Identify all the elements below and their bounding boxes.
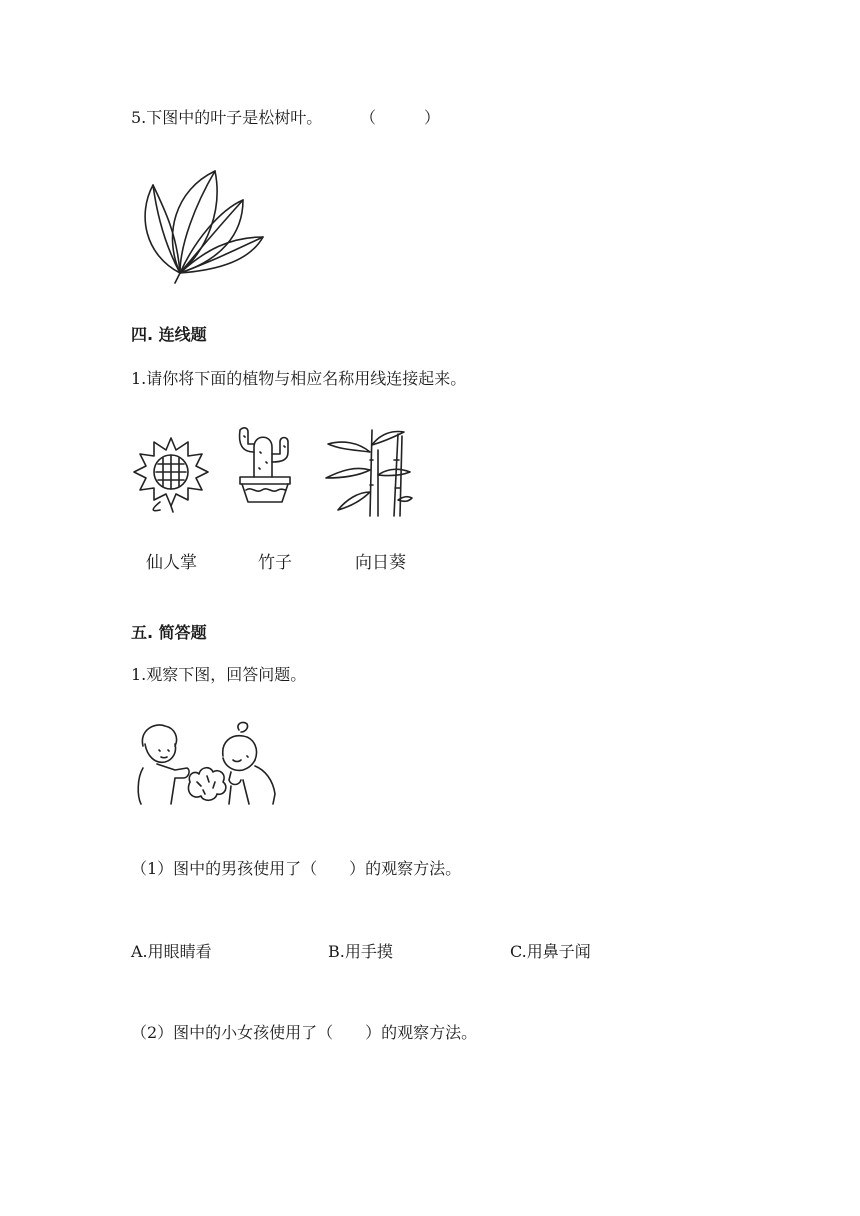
- section-4-question: 1.请你将下面的植物与相应名称用线连接起来。: [131, 369, 467, 388]
- section-5-title: 五. 简答题: [131, 623, 207, 642]
- sub-question-2: （2）图中的小女孩使用了（ ）的观察方法。: [131, 1023, 478, 1042]
- cactus-icon: [232, 422, 302, 504]
- children-observing-icon: [135, 720, 280, 805]
- name-label-cactus: 仙人掌: [146, 553, 197, 573]
- bamboo-icon: [320, 430, 412, 518]
- option-c: C.用鼻子闻: [510, 942, 591, 961]
- section-4-title: 四. 连线题: [131, 325, 207, 344]
- question-5-text: 5.下图中的叶子是松树叶。: [131, 108, 323, 127]
- sub-question-1: （1）图中的男孩使用了（ ）的观察方法。: [131, 859, 462, 878]
- option-b: B.用手摸: [328, 942, 393, 961]
- option-a: A.用眼睛看: [131, 942, 212, 961]
- name-label-bamboo: 竹子: [258, 553, 292, 573]
- sunflower-icon: [130, 430, 212, 512]
- leaf-icon: [135, 165, 270, 285]
- section-5-question: 1.观察下图，回答问题。: [131, 665, 307, 684]
- answer-parentheses: （ ）: [360, 108, 441, 127]
- name-label-sunflower: 向日葵: [355, 553, 406, 573]
